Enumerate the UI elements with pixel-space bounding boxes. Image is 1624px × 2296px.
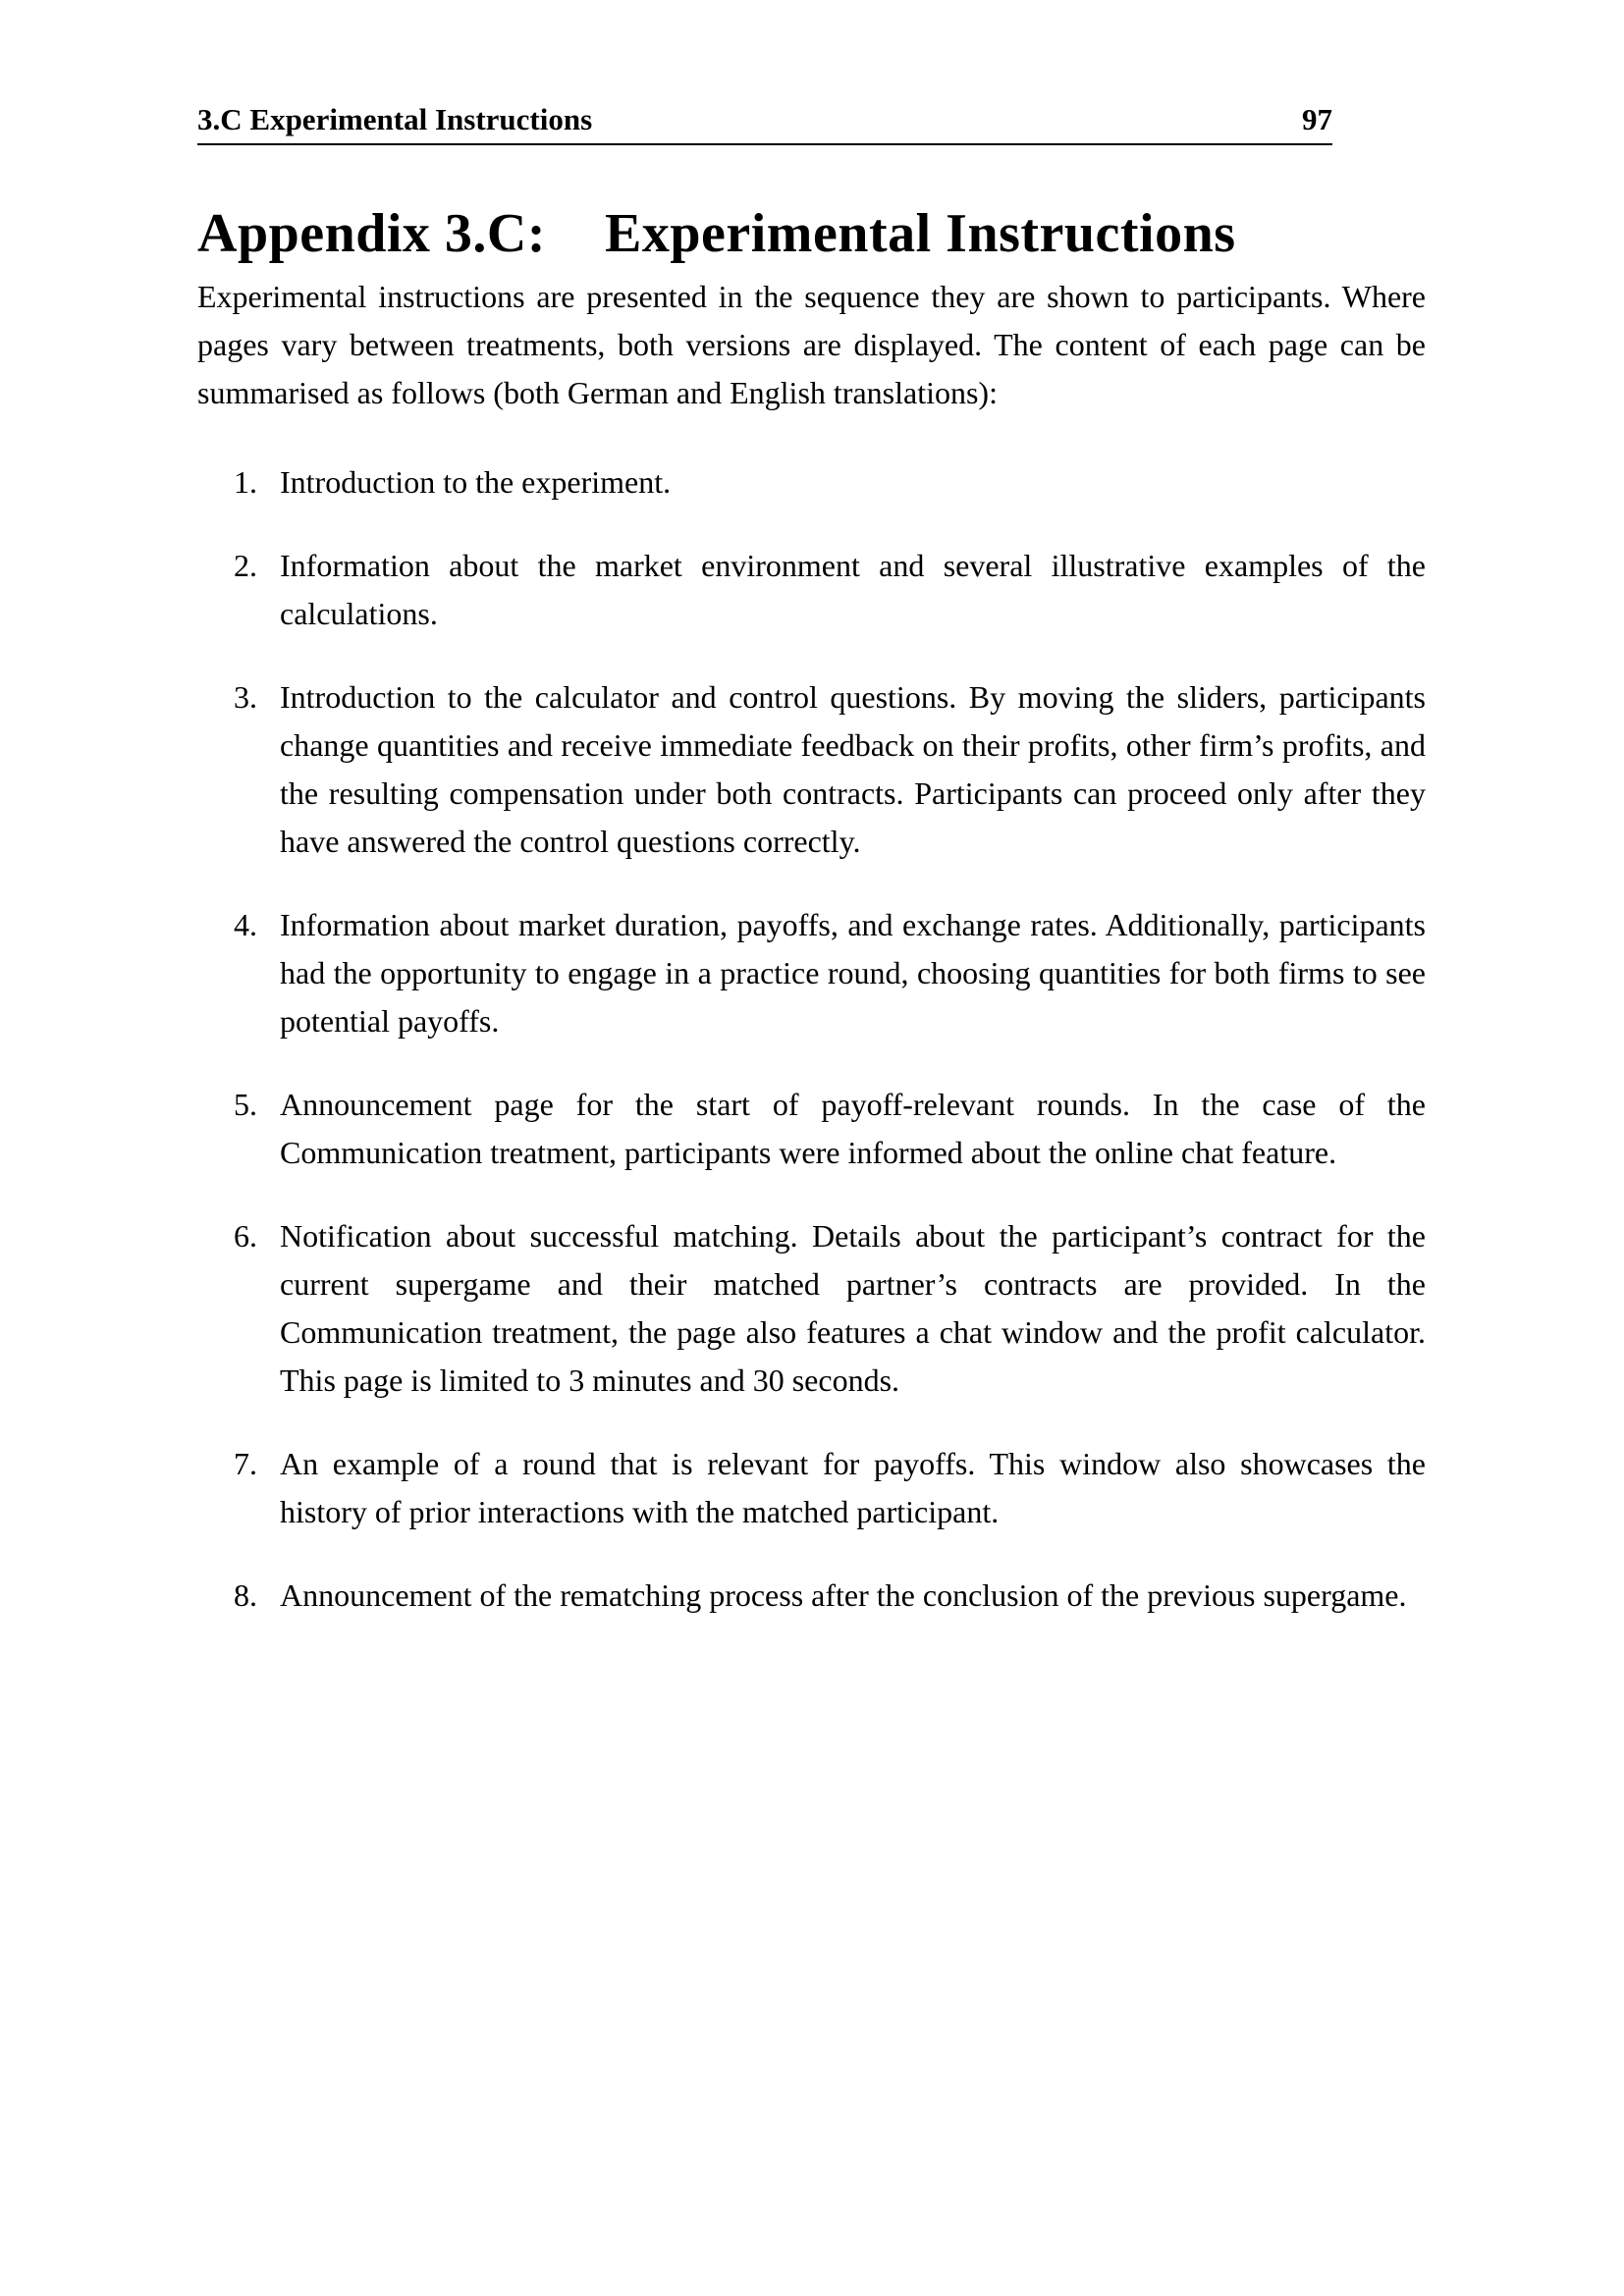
list-item-text: Information about market duration, payoffs, and exchange rates. Additionally, participants had the opportunity to engage in a practice round, choosing quantities for both firms to see potential payoffs. — [280, 907, 1426, 1039]
appendix-title-text: Experimental Instructions — [605, 203, 1236, 264]
list-item-text: Introduction to the calculator and control questions. By moving the sliders, participants change quantities and receive immediate feedback on their profits, other firm’s profits, and the resulting compensation under both contracts. Participants can proceed only after they have answered the control questions correctly. — [280, 679, 1426, 859]
list-item — [197, 1212, 1426, 1405]
list-item-text: Announcement page for the start of payoff-relevant rounds. In the case of the Communication treatment, participants were informed about the online chat feature. — [280, 1087, 1426, 1170]
list-item-text: Information about the market environment and several illustrative examples of the calculations. — [280, 548, 1426, 631]
list-item-text: An example of a round that is relevant for payoffs. This window also showcases the history of prior interactions with the matched participant. — [280, 1446, 1426, 1529]
list-item — [197, 542, 1426, 638]
running-header — [197, 102, 1332, 145]
list-item-number: 5. — [234, 1087, 257, 1122]
list-item — [197, 1572, 1426, 1620]
header-section-title: 3.C Experimental Instructions — [197, 102, 593, 136]
list-item-number: 6. — [234, 1218, 257, 1254]
list-item-text: Announcement of the rematching process after the conclusion of the previous supergame. — [280, 1577, 1407, 1613]
list-item-number: 4. — [234, 907, 257, 942]
list-item — [197, 1440, 1426, 1536]
list-item-text: Notification about successful matching. Details about the participant’s contract for the current supergame and their matched partner’s contracts are provided. In the Communication treatment, the page also features a chat window and the profit calculator. This page is limited to 3 minutes and 30 seconds. — [280, 1218, 1426, 1398]
list-item — [197, 1081, 1426, 1177]
page-content — [197, 102, 1426, 1655]
list-item — [197, 673, 1426, 866]
header-page-number: 97 — [1302, 102, 1332, 136]
list-item-number: 8. — [234, 1577, 257, 1613]
list-item-number: 2. — [234, 548, 257, 583]
list-item-number: 3. — [234, 679, 257, 715]
list-item — [197, 458, 1426, 507]
appendix-title — [197, 202, 1426, 265]
instruction-list — [197, 458, 1426, 1620]
list-item-number: 1. — [234, 464, 257, 500]
list-item-text: Introduction to the experiment. — [280, 464, 672, 500]
appendix-title-label: Appendix 3.C: — [197, 203, 547, 264]
list-item — [197, 901, 1426, 1045]
intro-paragraph: Experimental instructions are presented in the sequence they are shown to participants. Where pages vary between treatments, both versions are displayed. The content of each page can be summarised as follows (both German and English translations): — [197, 279, 1426, 410]
list-item-number: 7. — [234, 1446, 257, 1481]
